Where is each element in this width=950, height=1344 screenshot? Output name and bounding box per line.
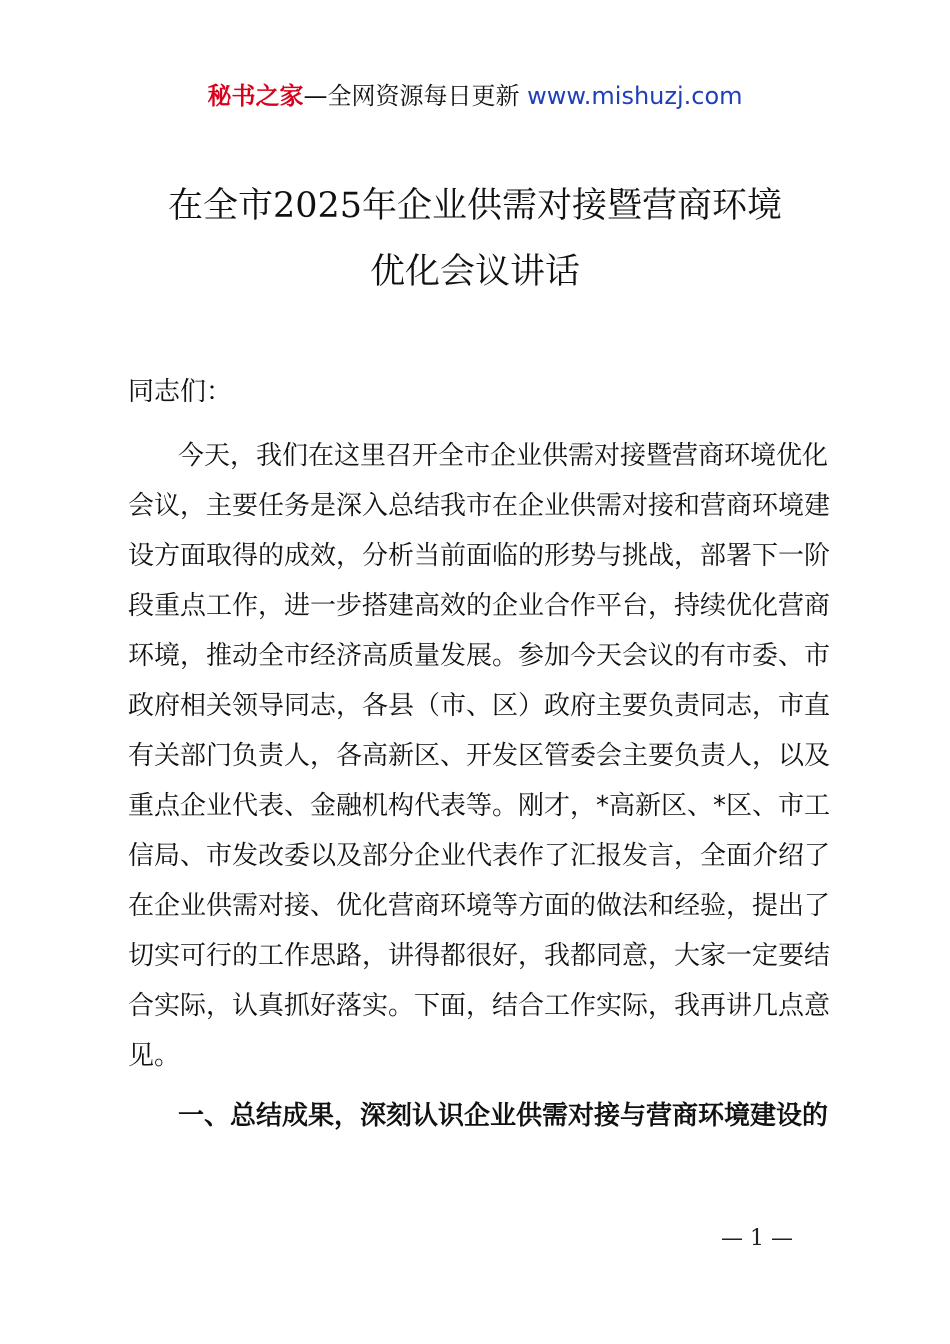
- brand-name: 秘书之家: [207, 82, 304, 110]
- paragraph-line: 重点企业代表、金融机构代表等。刚才，*高新区、*区、市工: [128, 791, 831, 821]
- document-title-line-1: 在全市2025年企业供需对接暨营商环境: [167, 186, 783, 226]
- site-header: [0, 80, 950, 112]
- paragraph-line: 今天，我们在这里召开全市企业供需对接暨营商环境优化: [178, 441, 829, 471]
- paragraph-line: 政府相关领导同志，各县（市、区）政府主要负责同志，市直: [128, 691, 831, 721]
- header-tagline: —全网资源每日更新: [303, 82, 528, 110]
- paragraph-line: 切实可行的工作思路，讲得都很好，我都同意，大家一定要结: [128, 941, 831, 971]
- page-number: — 1 —: [721, 1226, 793, 1251]
- paragraph-line: 信局、市发改委以及部分企业代表作了汇报发言，全面介绍了: [128, 841, 831, 871]
- document-title-line-2: 优化会议讲话: [369, 252, 580, 292]
- paragraph-line: 段重点工作，进一步搭建高效的企业合作平台，持续优化营商: [128, 591, 831, 621]
- section-heading: 一、总结成果，深刻认识企业供需对接与营商环境建设的: [178, 1101, 829, 1131]
- paragraph-line: 会议，主要任务是深入总结我市在企业供需对接和营商环境建: [128, 491, 831, 521]
- paragraph-line: 在企业供需对接、优化营商环境等方面的做法和经验，提出了: [128, 891, 831, 921]
- site-url-link[interactable]: www.mishuzj.com: [527, 82, 743, 110]
- salutation: 同志们：: [128, 377, 233, 407]
- paragraph-line: 有关部门负责人，各高新区、开发区管委会主要负责人，以及: [128, 741, 831, 771]
- paragraph-line: 环境，推动全市经济高质量发展。参加今天会议的有市委、市: [128, 641, 831, 671]
- paragraph-line: 见。: [128, 1041, 181, 1071]
- paragraph-line: 设方面取得的成效，分析当前面临的形势与挑战，部署下一阶: [128, 541, 831, 571]
- paragraph-line: 合实际，认真抓好落实。下面，结合工作实际，我再讲几点意: [128, 991, 831, 1021]
